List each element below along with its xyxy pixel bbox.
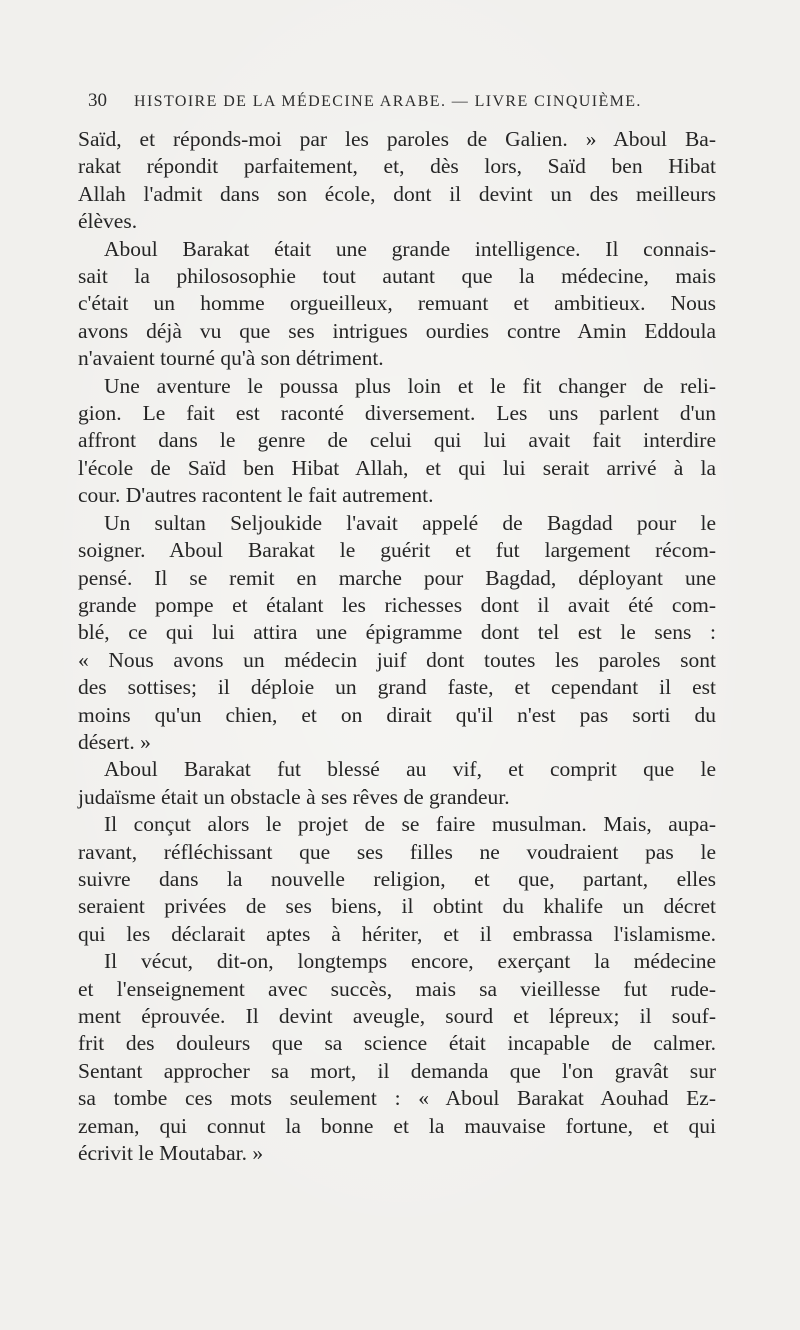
text-line: blé, ce qui lui attira une épigramme dont tel est le sens : xyxy=(78,620,716,645)
text-line: cour. D'autres racontent le fait autrement. xyxy=(78,483,434,508)
text-line: zeman, qui connut la bonne et la mauvaise fortune, et qui xyxy=(78,1113,716,1138)
text-line: seraient privées de ses biens, il obtint du khalife un décret xyxy=(78,894,716,919)
text-line: Saïd, et réponds-moi par les paroles de Galien. » Aboul Ba- xyxy=(78,127,716,151)
text-line: rakat répondit parfaitement, et, dès lors, Saïd ben Hibat xyxy=(78,154,716,179)
page-number: 30 xyxy=(88,90,107,111)
text-line: Une aventure le poussa plus loin et le fit changer de reli- xyxy=(104,373,716,398)
text-line: sa tombe ces mots seulement : « Aboul Barakat Aouhad Ez- xyxy=(78,1086,716,1111)
text-line: c'était un homme orgueilleux, remuant et ambitieux. Nous xyxy=(78,291,716,316)
text-line: Il vécut, dit-on, longtemps encore, exerçant la médecine xyxy=(104,949,716,974)
text-line: qui les déclarait aptes à hériter, et il embrassa l'islamisme. xyxy=(78,921,716,946)
text-line: grande pompe et étalant les richesses dont il avait été com- xyxy=(78,592,716,617)
text-line: pensé. Il se remit en marche pour Bagdad, déployant une xyxy=(78,565,716,590)
text-line: Un sultan Seljoukide l'avait appelé de Bagdad pour le xyxy=(104,510,716,535)
text-line: Il conçut alors le projet de se faire musulman. Mais, aupa- xyxy=(104,812,716,837)
text-line: ravant, réfléchissant que ses filles ne voudraient pas le xyxy=(78,839,716,864)
text-line: écrivit le Moutabar. » xyxy=(78,1141,264,1166)
text-line: sait la philososophie tout autant que la médecine, mais xyxy=(78,264,716,289)
text-line: avons déjà vu que ses intrigues ourdies contre Amin Eddoula xyxy=(78,318,716,343)
text-line: l'école de Saïd ben Hibat Allah, et qui lui serait arrivé à la xyxy=(78,455,716,480)
text-line: ment éprouvée. Il devint aveugle, sourd et lépreux; il souf- xyxy=(78,1004,716,1028)
text-line: désert. » xyxy=(78,729,151,754)
text-line: Aboul Barakat fut blessé au vif, et comprit que le xyxy=(104,757,716,782)
text-line: soigner. Aboul Barakat le guérit et fut largement récom- xyxy=(78,538,716,563)
text-line: affront dans le genre de celui qui lui avait fait interdire xyxy=(78,428,716,453)
running-head xyxy=(88,90,688,114)
text-line: Sentant approcher sa mort, il demanda que l'on gravât sur xyxy=(78,1058,716,1083)
running-title: HISTOIRE DE LA MÉDECINE ARABE. — LIVRE CINQUIÈME. xyxy=(134,93,642,110)
text-line: judaïsme était un obstacle à ses rêves de grandeur. xyxy=(78,784,510,809)
body-text xyxy=(78,126,716,1256)
text-line: Aboul Barakat était une grande intelligence. Il connais- xyxy=(104,236,716,261)
text-line: « Nous avons un médecin juif dont toutes les paroles sont xyxy=(78,647,716,672)
text-line: Allah l'admit dans son école, dont il devint un des meilleurs xyxy=(78,181,716,206)
text-line: gion. Le fait est raconté diversement. Les uns parlent d'un xyxy=(78,401,716,426)
text-line: frit des douleurs que sa science était incapable de calmer. xyxy=(78,1031,716,1056)
text-line: moins qu'un chien, et on dirait qu'il n'est pas sorti du xyxy=(78,702,716,727)
text-line: élèves. xyxy=(78,209,138,234)
text-line: n'avaient tourné qu'à son détriment. xyxy=(78,346,384,371)
text-line: suivre dans la nouvelle religion, et que, partant, elles xyxy=(78,866,716,891)
text-line: des sottises; il déploie un grand faste, et cependant il est xyxy=(78,675,716,700)
text-line: et l'enseignement avec succès, mais sa vieillesse fut rude- xyxy=(78,976,716,1001)
